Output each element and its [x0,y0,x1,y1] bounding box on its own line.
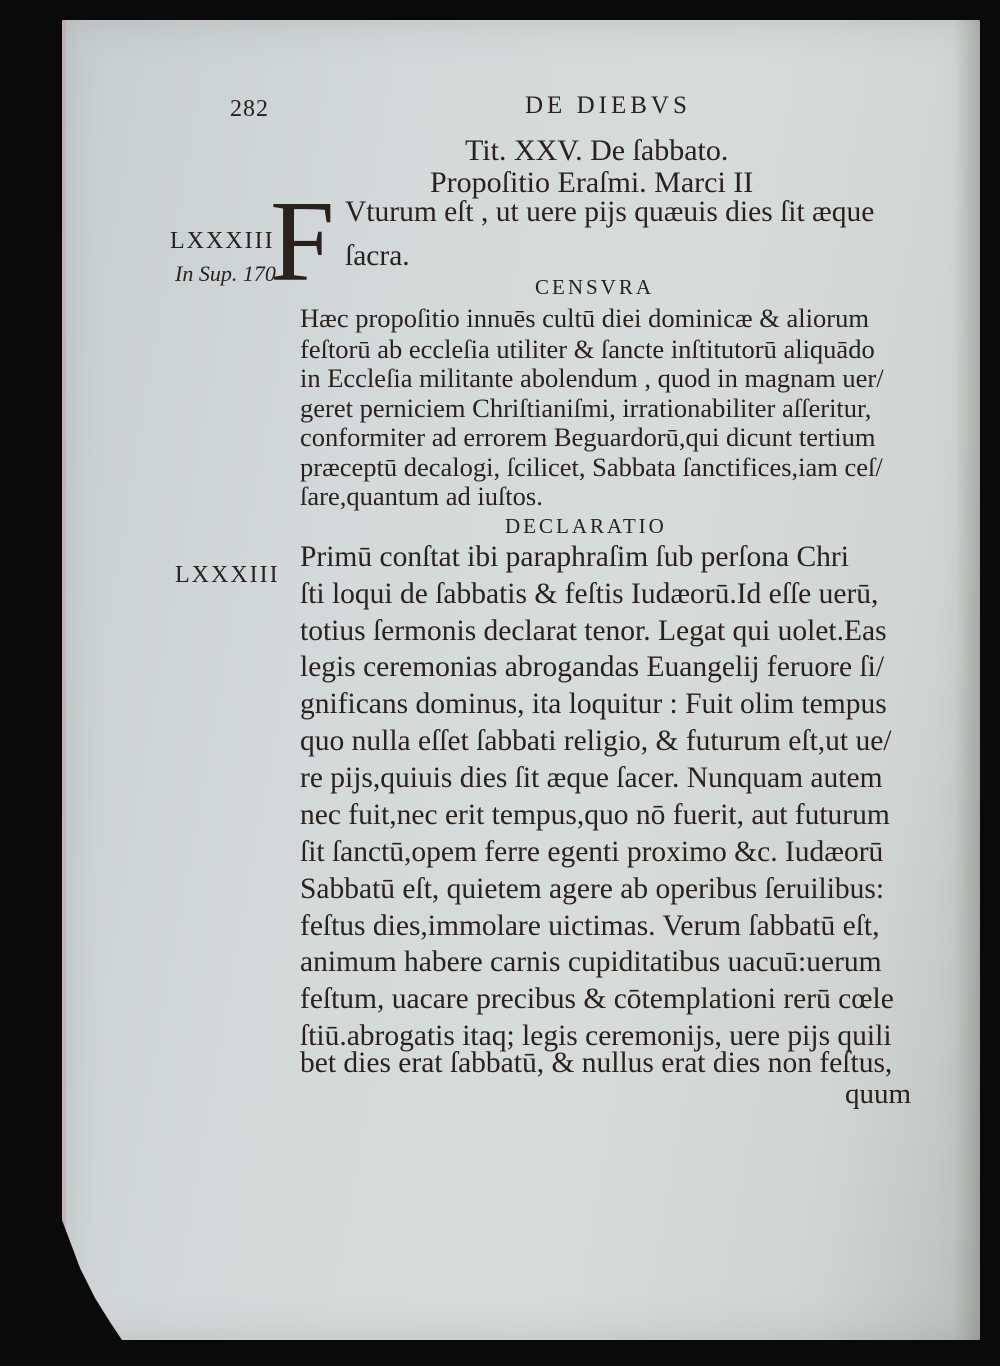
margin-note-reference: In Sup. 170 [175,261,276,286]
declaratio-line: bet dies erat ſabbatū, & nullus erat dies non feſtus, [300,1047,893,1079]
margin-note-number: LXXXIII [170,228,275,254]
declaratio-heading: DECLARATIO [505,514,667,538]
declaratio-line: ſit ſanctū,opem ferre egenti proximo &c. Iudæorū [300,836,884,868]
folio-number: 282 [230,96,269,122]
declaratio-line: ſti loqui de ſabbatis & feſtis Iudæorū.Id eſſe uerū, [300,578,879,610]
censura-line: conformiter ad errorem Beguardorū,qui dicunt tertium [300,422,876,452]
declaratio-line: Sabbatū eſt, quietem agere ab operibus ſeruilibus: [300,873,885,905]
declaratio-line: legis ceremonias abrogandas Euangelij feruore ſi/ [300,651,885,683]
censura-line: feſtorū ab eccleſia utiliter & ſancte inſtitutorū aliquādo [300,334,875,364]
declaratio-line: feſtum, uacare precibus & cōtemplationi rerū cœle [300,983,894,1015]
declaratio-line: re pijs,quiuis dies ſit æque ſacer. Nunquam autem [300,762,883,794]
declaratio-line: totius ſermonis declarat tenor. Legat qui uolet.Eas [300,615,887,647]
section-title: Tit. XXV. De ſabbato. [465,134,729,167]
declaratio-line: feſtus dies,immolare uictimas. Verum ſabbatū eſt, [300,910,880,942]
declaratio-line: gnificans dominus, ita loquitur : Fuit olim tempus [300,688,887,720]
catchword: quum [845,1078,912,1110]
page-edge-left [62,20,66,1340]
proposition-line-2: ſacra. [345,240,410,272]
declaratio-line: animum habere carnis cupiditatibus uacuū:uerum [300,946,882,978]
page-edge-right [954,20,980,1340]
running-head: DE DIEBVS [525,92,691,119]
censura-line: Hæc propoſitio innuēs cultū diei dominicæ & aliorum [300,303,869,333]
declaratio-line: ſtiū.abrogatis itaq; legis ceremonijs, uere pijs quili [300,1020,892,1052]
proposition-reference: Propoſitio Eraſmi. Marci II [430,166,754,199]
torn-corner [62,1220,122,1340]
censura-heading: CENSVRA [535,275,655,299]
drop-cap: F [270,178,335,306]
censura-line: præceptū decalogi, ſcilicet, Sabbata ſanctifices,iam ceſ/ [300,452,883,482]
declaratio-line: Primū conſtat ibi paraphraſim ſub perſona Chri [300,541,849,573]
declaratio-line: nec fuit,nec erit tempus,quo nō fuerit, aut futurum [300,799,890,831]
margin-note-number-2: LXXXIII [175,562,280,588]
proposition-line-1: Vturum eſt , ut uere pijs quæuis dies ſit æque [345,196,875,228]
censura-line: geret perniciem Chriſtianiſmi, irrationabiliter aſſeritur, [300,393,872,423]
declaratio-line: quo nulla eſſet ſabbati religio, & futurum eſt,ut ue/ [300,725,892,757]
censura-line: ſare,quantum ad iuſtos. [300,481,543,511]
censura-line: in Eccleſia militante abolendum , quod in magnam uer/ [300,363,884,393]
